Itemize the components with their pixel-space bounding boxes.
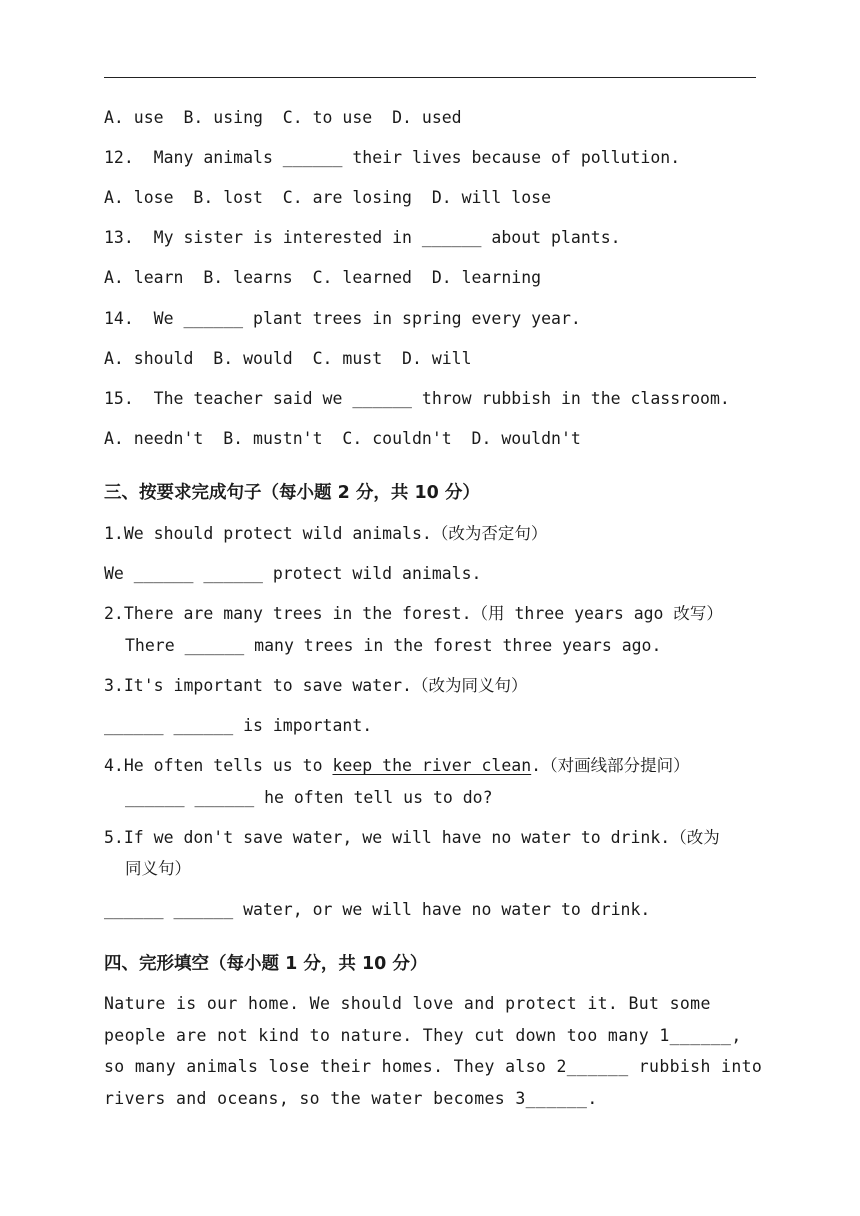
cloze-line4: rivers and oceans, so the water becomes 3______. xyxy=(104,1089,598,1108)
q14-stem: 14. We ______ plant trees in spring every year. xyxy=(104,309,581,328)
s3-question: 3.It's important to save water.（改为同义句） xyxy=(104,676,528,695)
s5-question-line2: 同义句） xyxy=(125,859,191,878)
cloze-line3: so many animals lose their homes. They also 2______ rubbish into xyxy=(104,1057,763,1076)
header-rule xyxy=(104,77,756,78)
s1-question: 1.We should protect wild animals.（改为否定句） xyxy=(104,524,548,543)
s4-answer: ______ ______ he often tell us to do? xyxy=(125,788,493,807)
section3-heading: 三、按要求完成句子（每小题 2 分，共 10 分） xyxy=(104,483,480,503)
s4-underlined-phrase: keep the river clean xyxy=(332,756,532,775)
s4-suffix: .（对画线部分提问） xyxy=(531,756,690,775)
s1-answer: We ______ ______ protect wild animals. xyxy=(104,564,482,583)
s4-question xyxy=(104,754,690,778)
q15-options: A. needn't B. mustn't C. couldn't D. wouldn't xyxy=(104,429,581,448)
q12-stem: 12. Many animals ______ their lives because of pollution. xyxy=(104,148,681,167)
section4-heading: 四、完形填空（每小题 1 分，共 10 分） xyxy=(104,954,428,974)
s2-answer: There ______ many trees in the forest three years ago. xyxy=(125,636,662,655)
s3-answer: ______ ______ is important. xyxy=(104,716,373,735)
q12-options: A. lose B. lost C. are losing D. will lose xyxy=(104,188,552,207)
s2-question: 2.There are many trees in the forest.（用 three years ago 改写） xyxy=(104,604,723,623)
q11-options: A. use B. using C. to use D. used xyxy=(104,108,462,127)
s5-answer: ______ ______ water, or we will have no water to drink. xyxy=(104,900,651,919)
q15-stem: 15. The teacher said we ______ throw rubbish in the classroom. xyxy=(104,389,730,408)
q14-options: A. should B. would C. must D. will xyxy=(104,349,472,368)
cloze-line1: Nature is our home. We should love and protect it. But some xyxy=(104,994,711,1013)
q13-options: A. learn B. learns C. learned D. learning xyxy=(104,268,542,287)
s4-prefix: 4.He often tells us to xyxy=(104,756,333,775)
s5-question-line1: 5.If we don't save water, we will have no water to drink.（改为 xyxy=(104,828,720,847)
cloze-line2: people are not kind to nature. They cut down too many 1______, xyxy=(104,1026,742,1045)
q13-stem: 13. My sister is interested in ______ about plants. xyxy=(104,228,621,247)
